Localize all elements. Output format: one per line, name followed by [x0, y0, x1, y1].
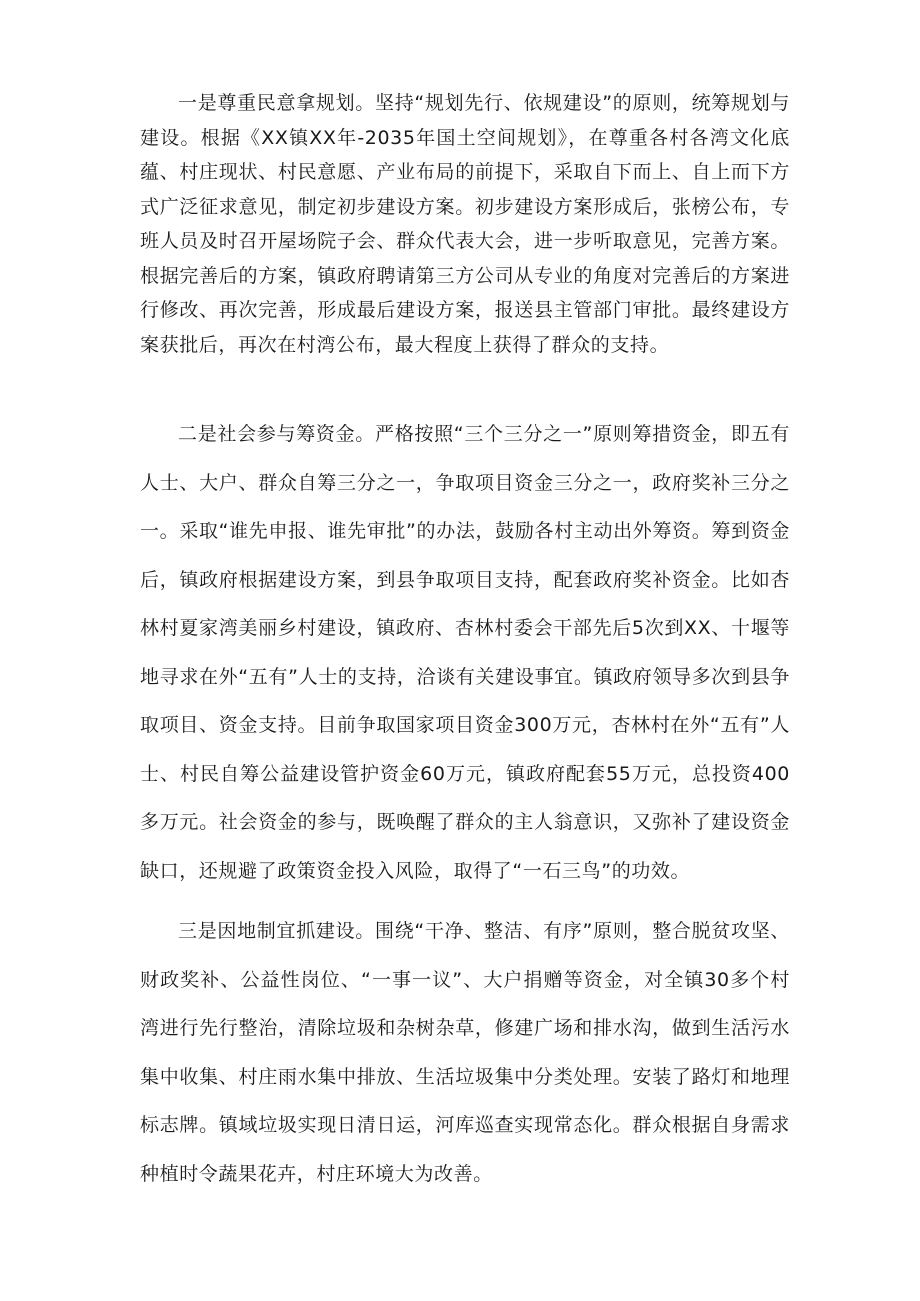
paragraph-planning: 一是尊重民意拿规划。坚持“规划先行、依规建设”的原则，统筹规划与建设。根据《XX镇XX年-2035年国土空间规划》，在尊重各村各湾文化底蕴、村庄现状、村民意愿、产业布局的前提下，采取自下而上、自上而下方式广泛征求意见，制定初步建设方案。初步建设方案形成后，张榜公布，专班人员及时召开屋场院子会、群众代表大会，进一步听取意见，完善方案。根据完善后的方案，镇政府聘请第三方公司从专业的角度对完善后的方案进行修改、再次完善，形成最后建设方案，报送县主管部门审批。最终建设方案获批后，再次在村湾公布，最大程度上获得了群众的支持。: [140, 92, 790, 356]
paragraph-construction: 三是因地制宜抓建设。围绕“干净、整洁、有序”原则，整合脱贫攻坚、财政奖补、公益性岗位、“一事一议”、大户捐赠等资金，对全镇30多个村湾进行先行整治，清除垃圾和杂树杂草，修建广场和排水沟，做到生活污水集中收集、村庄雨水集中排放、生活垃圾集中分类处理。安装了路灯和地理标志牌。镇域垃圾实现日清日运，河库巡查实现常态化。群众根据自身需求种植时令蔬果花卉，村庄环境大为改善。: [140, 920, 790, 1185]
paragraph-funding: 二是社会参与筹资金。严格按照“三个三分之一”原则筹措资金，即五有人士、大户、群众自筹三分之一，争取项目资金三分之一，政府奖补三分之一。采取“谁先申报、谁先审批”的办法，鼓励各村主动出外筹资。筹到资金后，镇政府根据建设方案，到县争取项目支持，配套政府奖补资金。比如杏林村夏家湾美丽乡村建设，镇政府、杏林村委会干部先后5次到XX、十堰等地寻求在外“五有”人士的支持，洽谈有关建设事宜。镇政府领导多次到县争取项目、资金支持。目前争取国家项目资金300万元，杏林村在外“五有”人士、村民自筹公益建设管护资金60万元，镇政府配套55万元，总投资400多万元。社会资金的参与，既唤醒了群众的主人翁意识，又弥补了建设资金缺口，还规避了政策资金投入风险，取得了“一石三鸟”的功效。: [140, 423, 790, 882]
